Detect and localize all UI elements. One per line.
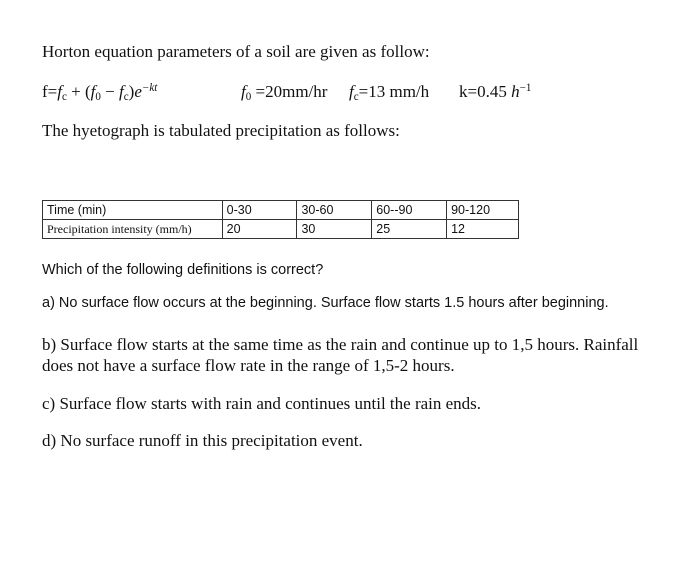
- time-label: Time (min): [43, 201, 223, 220]
- eq-minus: −: [100, 82, 119, 102]
- table-cell: 12: [447, 220, 519, 239]
- eq-f0-sub: 0: [95, 90, 101, 103]
- option-b: b) Surface flow starts at the same time as the rain and continue up to 1,5 hours. Rainfall does not have a surface flow rate in the range of 1,5-2 hours.: [42, 335, 639, 375]
- eq-close: ): [128, 82, 135, 102]
- table-cell: 25: [372, 220, 447, 239]
- table-cell: 0-30: [222, 201, 297, 220]
- intensity-label: Precipitation intensity (mm/h): [43, 220, 223, 239]
- f0-sub: 0: [245, 90, 252, 103]
- fc-sub: c: [353, 90, 359, 103]
- fc-value: =13 mm/h: [358, 82, 430, 101]
- param-f0: [241, 82, 327, 103]
- horton-equation: [42, 82, 157, 103]
- fc-symbol: f: [349, 82, 354, 101]
- k-value: k=0.45: [459, 82, 512, 102]
- option-c: c) Surface flow starts with rain and continues until the rain ends.: [42, 394, 482, 413]
- eq-lhs: f=: [42, 82, 58, 102]
- table-cell: 60--90: [372, 201, 447, 220]
- table-row: [43, 201, 519, 220]
- table-cell: 30: [297, 220, 372, 239]
- f0-value: =20mm/hr: [251, 82, 328, 101]
- option-d: d) No surface runoff in this precipitation event.: [42, 431, 363, 450]
- table-cell: 20: [222, 220, 297, 239]
- eq-fc2: f: [119, 82, 124, 102]
- eq-fc: f: [57, 82, 62, 102]
- table-cell: 90-120: [447, 201, 519, 220]
- eq-fc-sub: c: [61, 90, 67, 103]
- hyetograph-table: [42, 200, 519, 239]
- option-a: a) No surface flow occurs at the beginning. Surface flow starts 1.5 hours after beginning.: [42, 295, 609, 311]
- eq-f0: f: [90, 82, 96, 102]
- eq-plus: + (: [66, 82, 91, 102]
- k-exp: −1: [519, 82, 532, 94]
- question-text: Which of the following definitions is correct?: [42, 262, 324, 278]
- k-unit: h: [511, 82, 520, 102]
- param-k: [459, 82, 531, 102]
- table-row: [43, 220, 519, 239]
- eq-exponent: −kt: [141, 82, 158, 94]
- table-cell: 30-60: [297, 201, 372, 220]
- problem-title: Horton equation parameters of a soil are given as follow:: [42, 42, 430, 61]
- intro-text: The hyetograph is tabulated precipitation as follows:: [42, 121, 400, 140]
- f0-symbol: f: [241, 82, 246, 101]
- param-fc: [349, 82, 429, 103]
- eq-e: e: [134, 82, 142, 102]
- eq-fc2-sub: c: [123, 90, 129, 103]
